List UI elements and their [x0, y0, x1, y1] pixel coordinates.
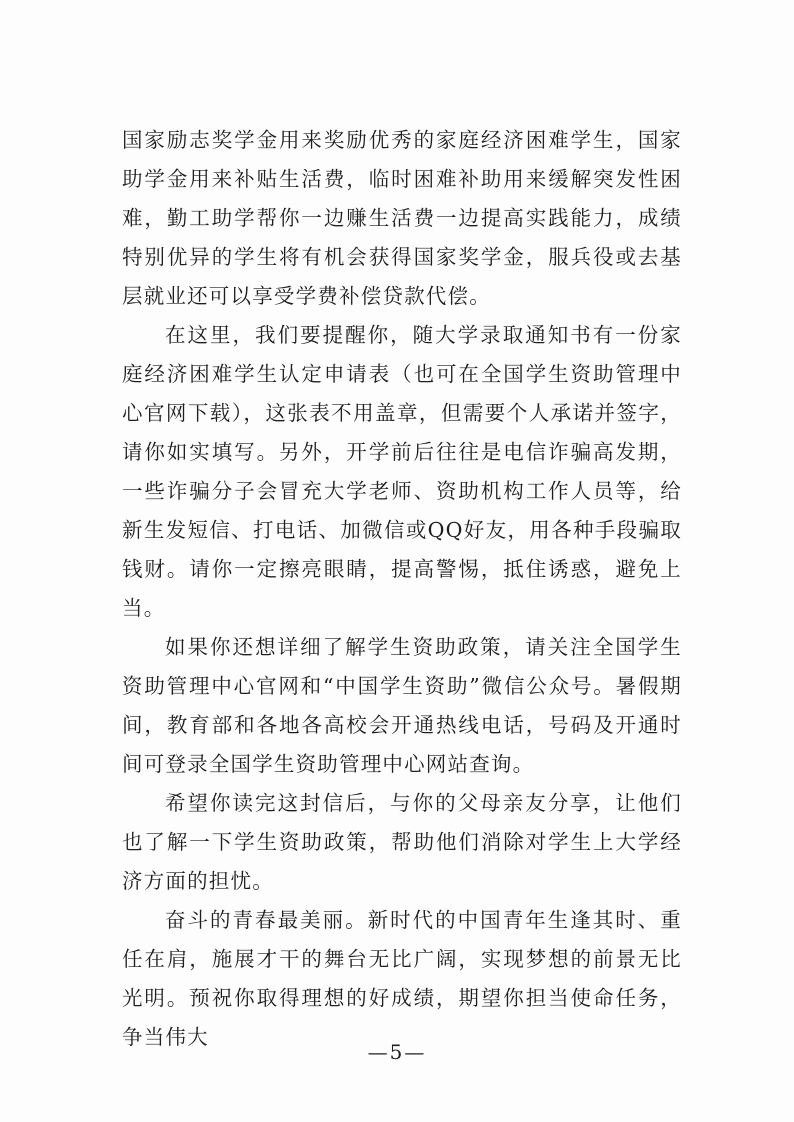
- page-number: —5—: [367, 1040, 427, 1064]
- paragraph-4: 希望你读完这封信后，与你的父母亲友分享，让他们也了解一下学生资助政策，帮助他们消除对学生上大学经济方面的担忧。: [122, 791, 682, 893]
- paragraph-1: 国家励志奖学金用来奖励优秀的家庭经济困难学生，国家助学金用来补贴生活费，临时困难补助用来缓解突发性困难，勤工助学帮你一边赚生活费一边提高实践能力，成绩特别优异的学生将有机会获得国家奖学金，服兵役或去基层就业还可以享受学费补偿贷款代偿。: [122, 128, 682, 308]
- paragraph-5: 奋斗的青春最美丽。新时代的中国青年生逢其时、重任在肩，施展才干的舞台无比广阔，实现梦想的前景无比光明。预祝你取得理想的好成绩，期望你担当使命任务，争当伟大: [122, 908, 682, 1049]
- body-text: [122, 121, 682, 1057]
- paragraph-3: 如果你还想详细了解学生资助政策，请关注全国学生资助管理中心官网和“中国学生资助”微信公众号。暑假期间，教育部和各地各高校会开通热线电话，号码及开通时间可登录全国学生资助管理中心网站查询。: [122, 635, 682, 776]
- paragraph-2: 在这里，我们要提醒你，随大学录取通知书有一份家庭经济困难学生认定申请表（也可在全国学生资助管理中心官网下载），这张表不用盖章，但需要个人承诺并签字，请你如实填写。另外，开学前后往往是电信诈骗高发期，一些诈骗分子会冒充大学老师、资助机构工作人员等，给新生发短信、打电话、加微信或QQ好友，用各种手段骗取钱财。请你一定擦亮眼睛，提高警惕，抵住诱惑，避免上当。: [122, 323, 682, 620]
